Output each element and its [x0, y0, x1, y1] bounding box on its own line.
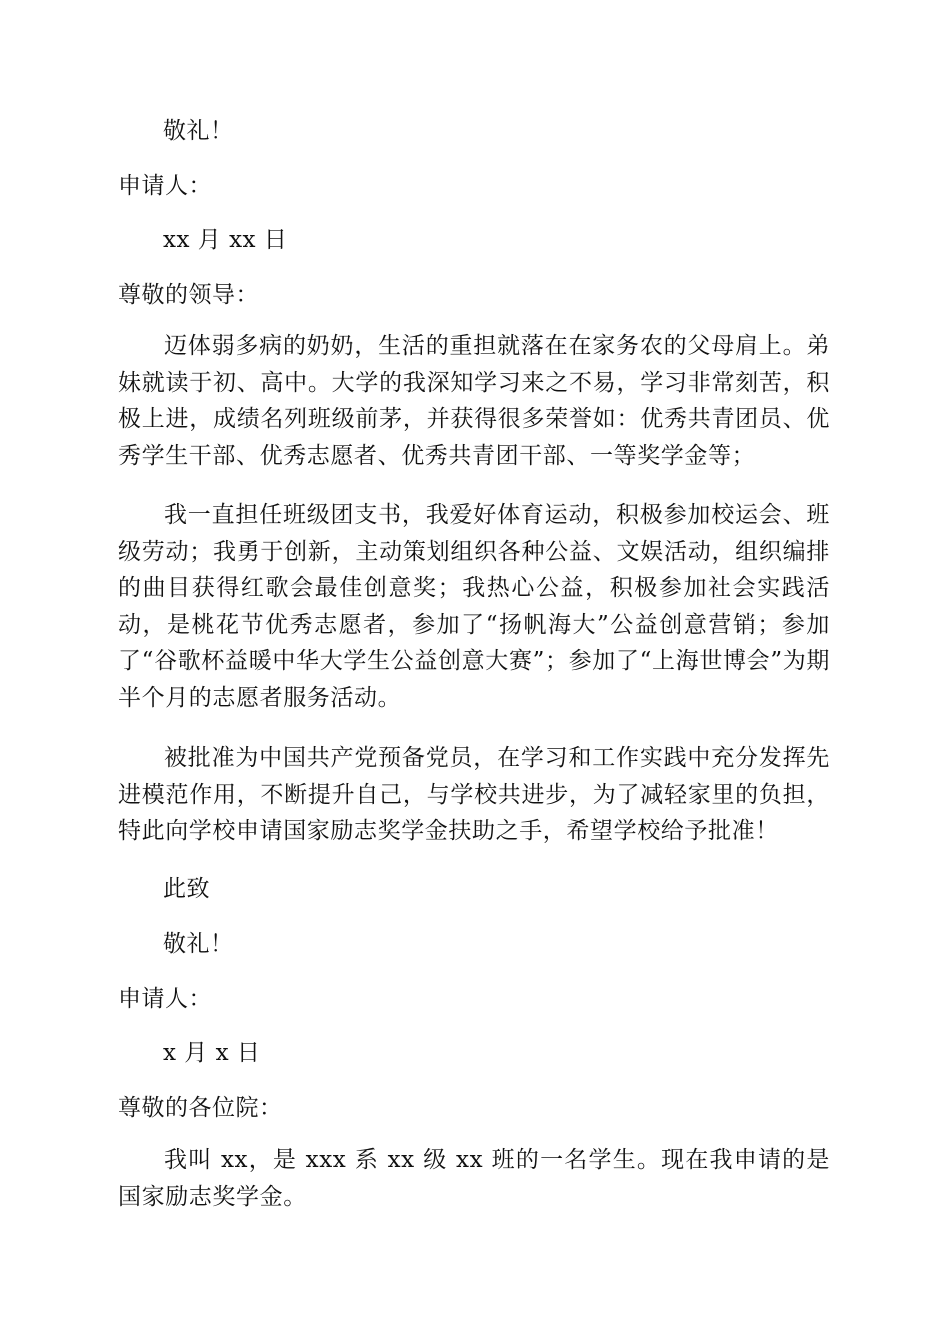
applicant-label-2: 申请人： — [118, 986, 212, 1012]
applicant-label: 申请人： — [118, 173, 212, 199]
date-line: xx 月 xx 日 — [163, 227, 288, 253]
date-line-2: x 月 x 日 — [163, 1040, 261, 1066]
closing-salute: 敬礼！ — [163, 118, 234, 144]
body-paragraph-family: 迈体弱多病的奶奶，生活的重担就落在在家务农的父母肩上。弟妹就读于初、高中。大学的我深知学习来之不易，学习非常刻苦，积极上进，成绩名列班级前茅，并获得很多荣誉如：优秀共青团员、优秀学生干部、优秀志愿者、优秀共青团干部、一等奖学金等； — [118, 333, 830, 469]
salutation: 尊敬的领导： — [118, 282, 259, 308]
body-paragraph-intro: 我叫 xx，是 xxx 系 xx 级 xx 班的一名学生。现在我申请的是国家励志奖学金。 — [118, 1147, 830, 1210]
opening-phrase: 此致 — [163, 876, 210, 902]
closing-salute-2: 敬礼！ — [163, 931, 234, 957]
body-paragraph-activities: 我一直担任班级团支书，我爱好体育运动，积极参加校运会、班级劳动；我勇于创新，主动策划组织各种公益、文娱活动，组织编排的曲目获得红歌会最佳创意奖；我热心公益，积极参加社会实践活动，是桃花节优秀志愿者，参加了“扬帆海大”公益创意营销；参加了“谷歌杯益暖中华大学生公益创意大赛”；参加了“上海世博会”为期半个月的志愿者服务活动。 — [118, 502, 830, 711]
body-paragraph-request: 被批准为中国共产党预备党员，在学习和工作实践中充分发挥先进模范作用，不断提升自己，与学校共进步，为了减轻家里的负担，特此向学校申请国家励志奖学金扶助之手，希望学校给予批准！ — [118, 745, 830, 844]
salutation-2: 尊敬的各位院： — [118, 1095, 283, 1121]
